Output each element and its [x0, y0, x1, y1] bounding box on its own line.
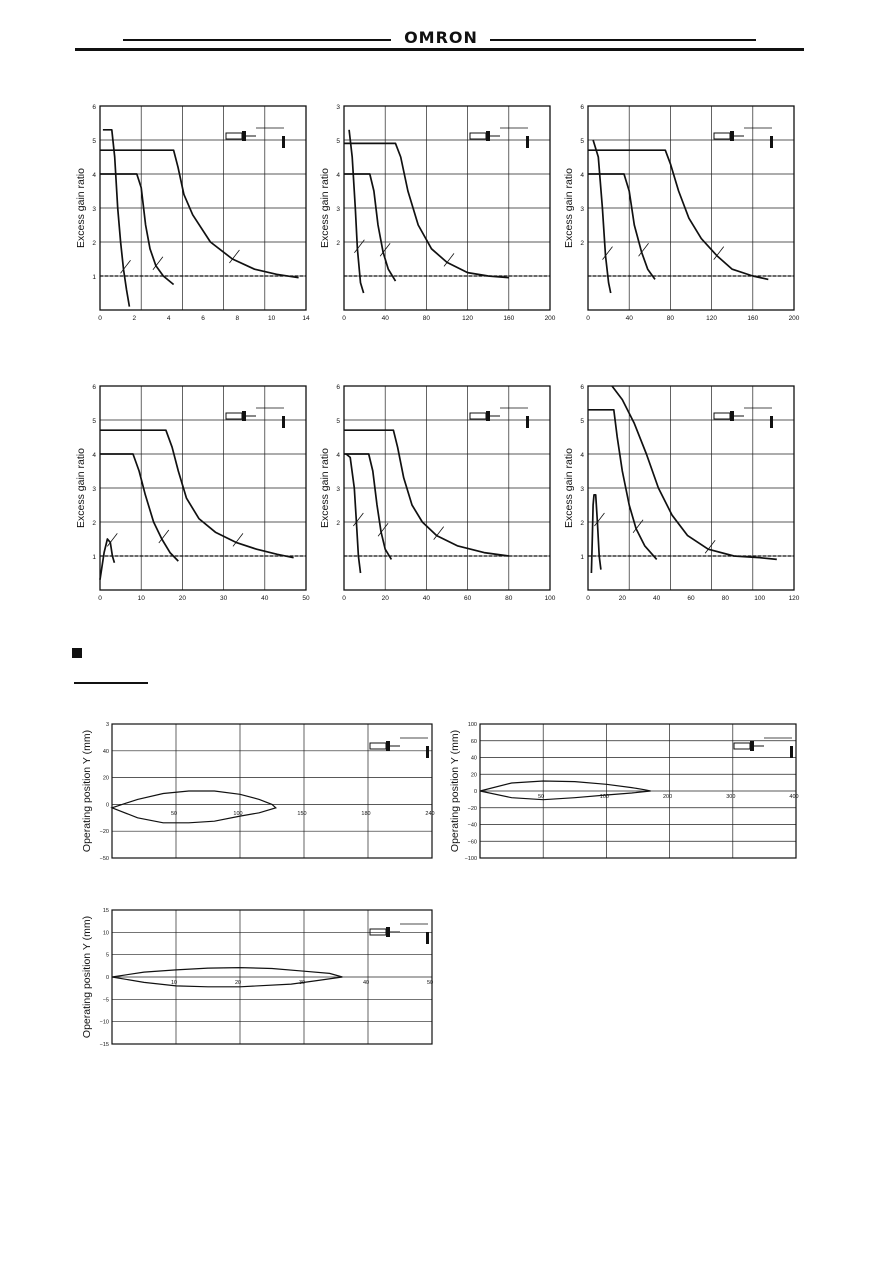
x-tick-label: 100 — [544, 595, 556, 602]
y-tick-label: 5 — [336, 418, 340, 425]
x-tick-label: 120 — [706, 315, 718, 322]
y-tick-label: −60 — [467, 839, 477, 846]
y-tick-label: 15 — [102, 908, 109, 914]
x-tick-label: 30 — [219, 595, 228, 602]
series-line-3 — [100, 150, 299, 278]
x-tick-label: 2 — [132, 315, 137, 322]
x-tick-label: 60 — [463, 595, 472, 602]
x-tick-label: 120 — [462, 315, 474, 322]
y-tick-label: 20 — [102, 775, 109, 782]
x-tick-label: 50 — [170, 810, 178, 817]
y-tick-label: 5 — [92, 418, 96, 425]
x-tick-label: 30 — [298, 980, 306, 986]
y-tick-label: 1 — [580, 554, 584, 561]
y-tick-label: 3 — [92, 486, 96, 493]
y-tick-label: 2 — [336, 520, 340, 527]
series-line-2 — [100, 454, 178, 561]
x-tick-label: 20 — [618, 595, 626, 602]
plot-frame — [112, 724, 435, 858]
x-tick-label: 0 — [586, 315, 590, 322]
y-tick-label: −10 — [99, 1019, 109, 1026]
operating-range-outline — [112, 791, 276, 823]
x-tick-label: 150 — [297, 810, 307, 817]
y-tick-label: 4 — [92, 172, 96, 179]
y-tick-label: 2 — [92, 520, 96, 527]
header-rule-left — [123, 39, 391, 41]
excess-gain-chart-4 — [74, 380, 314, 610]
y-tick-label: 4 — [92, 452, 96, 459]
x-tick-label: 300 — [726, 794, 736, 800]
section-bullet-icon — [72, 648, 82, 658]
y-tick-label: 5 — [336, 138, 340, 145]
y-tick-label: 3 — [580, 486, 584, 493]
x-tick-label: 200 — [788, 315, 800, 322]
x-tick-label: 8 — [235, 315, 240, 322]
y-tick-label: 3 — [336, 486, 340, 493]
sensor-head-icon — [226, 408, 285, 428]
y-tick-label: −20 — [99, 829, 109, 836]
x-tick-label: 10 — [137, 595, 145, 602]
x-tick-label: 40 — [422, 595, 431, 602]
sensor-head-icon — [714, 408, 773, 428]
x-tick-label: 4 — [166, 315, 171, 322]
x-tick-label: 200 — [663, 794, 673, 800]
y-tick-label: 4 — [336, 452, 340, 459]
y-tick-label: 6 — [336, 384, 340, 391]
operating-range-chart-1 — [76, 718, 436, 868]
series-line-1 — [100, 539, 114, 580]
x-tick-label: 60 — [687, 595, 695, 602]
y-tick-label: 3 — [580, 206, 584, 213]
x-tick-label: 0 — [342, 595, 346, 602]
excess-gain-chart-6 — [562, 380, 802, 610]
x-tick-label: 80 — [721, 595, 729, 602]
x-tick-label: 20 — [381, 595, 389, 602]
x-tick-label: 240 — [425, 810, 435, 817]
x-tick-label: 40 — [653, 595, 661, 602]
y-tick-label: −15 — [99, 1042, 109, 1048]
x-tick-label: 20 — [234, 980, 242, 986]
x-tick-label: 14 — [302, 315, 310, 322]
excess-gain-chart-5 — [318, 380, 558, 610]
y-tick-label: −100 — [464, 856, 477, 862]
y-tick-label: −5 — [102, 997, 109, 1004]
y-axis-label: Excess gain ratio — [319, 168, 331, 248]
y-tick-label: 40 — [102, 748, 109, 755]
section-heading-underline — [74, 682, 148, 684]
y-tick-label: 40 — [470, 755, 477, 762]
y-tick-label: 3 — [336, 206, 340, 213]
y-axis-label: Excess gain ratio — [75, 168, 87, 248]
sensor-head-icon — [470, 128, 529, 148]
x-tick-label: 0 — [586, 595, 590, 602]
header-rule-right — [490, 39, 756, 41]
excess-gain-chart-1 — [74, 100, 314, 330]
header-rule-full — [75, 48, 804, 51]
y-tick-label: −20 — [467, 805, 477, 812]
y-tick-label: 4 — [580, 452, 584, 459]
y-tick-label: 0 — [105, 802, 109, 809]
x-tick-label: 0 — [98, 315, 102, 322]
series-line-2 — [344, 174, 396, 281]
y-tick-label: 5 — [105, 952, 109, 959]
x-tick-label: 80 — [666, 315, 675, 322]
x-tick-label: 160 — [747, 315, 759, 322]
x-tick-label: 100 — [233, 810, 243, 817]
x-tick-label: 120 — [788, 595, 800, 602]
y-tick-label: 2 — [580, 240, 584, 247]
x-tick-label: 6 — [201, 315, 205, 322]
y-tick-label: 5 — [580, 418, 584, 425]
x-tick-label: 40 — [362, 980, 370, 986]
x-tick-label: 100 — [599, 794, 609, 800]
y-tick-label: 2 — [92, 240, 96, 247]
x-tick-label: 0 — [98, 595, 102, 602]
y-tick-label: 4 — [580, 172, 584, 179]
x-tick-label: 160 — [503, 315, 515, 322]
y-tick-label: 6 — [580, 384, 584, 391]
series-line-1 — [346, 454, 360, 573]
series-line-3 — [588, 150, 768, 279]
y-tick-label: 2 — [336, 240, 340, 247]
reflector-bracket-icon — [370, 738, 429, 758]
sensor-head-icon — [714, 128, 773, 148]
y-tick-label: 20 — [470, 772, 477, 779]
x-tick-label: 80 — [422, 315, 431, 322]
y-axis-label: Operating position Y (mm) — [81, 915, 93, 1039]
y-axis-label: Operating position Y (mm) — [81, 729, 93, 853]
x-tick-label: 10 — [268, 315, 276, 322]
y-axis-label: Excess gain ratio — [563, 448, 575, 528]
y-axis-label: Operating position Y (mm) — [449, 729, 461, 853]
x-tick-label: 0 — [342, 315, 346, 322]
reflector-bracket-icon — [370, 924, 429, 944]
y-tick-label: 4 — [336, 172, 340, 179]
series-leader-1 — [353, 513, 363, 526]
y-tick-label: 100 — [467, 722, 477, 728]
x-tick-label: 50 — [426, 980, 434, 986]
operating-range-chart-3 — [76, 904, 436, 1054]
series-line-2 — [100, 174, 174, 285]
operating-range-chart-2 — [444, 718, 800, 868]
brand-logo: OMRON — [404, 28, 478, 47]
x-tick-label: 10 — [170, 980, 178, 986]
excess-gain-chart-2 — [318, 100, 558, 330]
series-line-2 — [588, 174, 655, 279]
x-tick-label: 50 — [302, 595, 310, 602]
sensor-head-icon — [470, 408, 529, 428]
series-line-1 — [103, 130, 129, 307]
x-tick-label: 40 — [381, 315, 389, 322]
y-tick-label: 0 — [105, 975, 109, 981]
operating-range-outline — [480, 781, 651, 800]
series-line-1 — [591, 495, 601, 573]
y-axis-label: Excess gain ratio — [319, 448, 331, 528]
series-line-3 — [612, 386, 777, 559]
x-tick-label: 40 — [261, 595, 269, 602]
x-tick-label: 40 — [625, 315, 633, 322]
x-tick-label: 100 — [754, 595, 766, 602]
y-tick-label: −50 — [99, 856, 109, 862]
series-line-1 — [593, 140, 611, 293]
y-tick-label: −40 — [467, 822, 477, 829]
y-tick-label: 6 — [92, 384, 96, 391]
series-leader-1 — [594, 513, 604, 526]
y-axis-label: Excess gain ratio — [563, 168, 575, 248]
y-tick-label: 0 — [473, 789, 477, 795]
sensor-head-icon — [226, 128, 285, 148]
x-tick-label: 20 — [178, 595, 187, 602]
y-tick-label: 3 — [336, 104, 340, 111]
y-tick-label: 3 — [92, 206, 96, 213]
x-tick-label: 80 — [505, 595, 513, 602]
y-tick-label: 3 — [105, 722, 109, 728]
y-axis-label: Excess gain ratio — [75, 448, 87, 528]
y-tick-label: 1 — [92, 554, 96, 561]
y-tick-label: 6 — [580, 104, 584, 111]
y-tick-label: 10 — [102, 930, 109, 937]
x-tick-label: 50 — [538, 794, 545, 800]
y-tick-label: 5 — [580, 138, 584, 145]
series-line-1 — [349, 130, 364, 293]
y-tick-label: 2 — [580, 520, 584, 527]
y-tick-label: 60 — [470, 738, 477, 745]
y-tick-label: 6 — [92, 104, 96, 111]
x-tick-label: 200 — [544, 315, 556, 322]
x-tick-label: 400 — [789, 794, 799, 800]
excess-gain-chart-3 — [562, 100, 802, 330]
y-tick-label: 1 — [92, 274, 96, 281]
series-leader-1 — [603, 247, 613, 260]
x-tick-label: 180 — [361, 810, 371, 817]
y-tick-label: 5 — [92, 138, 96, 145]
